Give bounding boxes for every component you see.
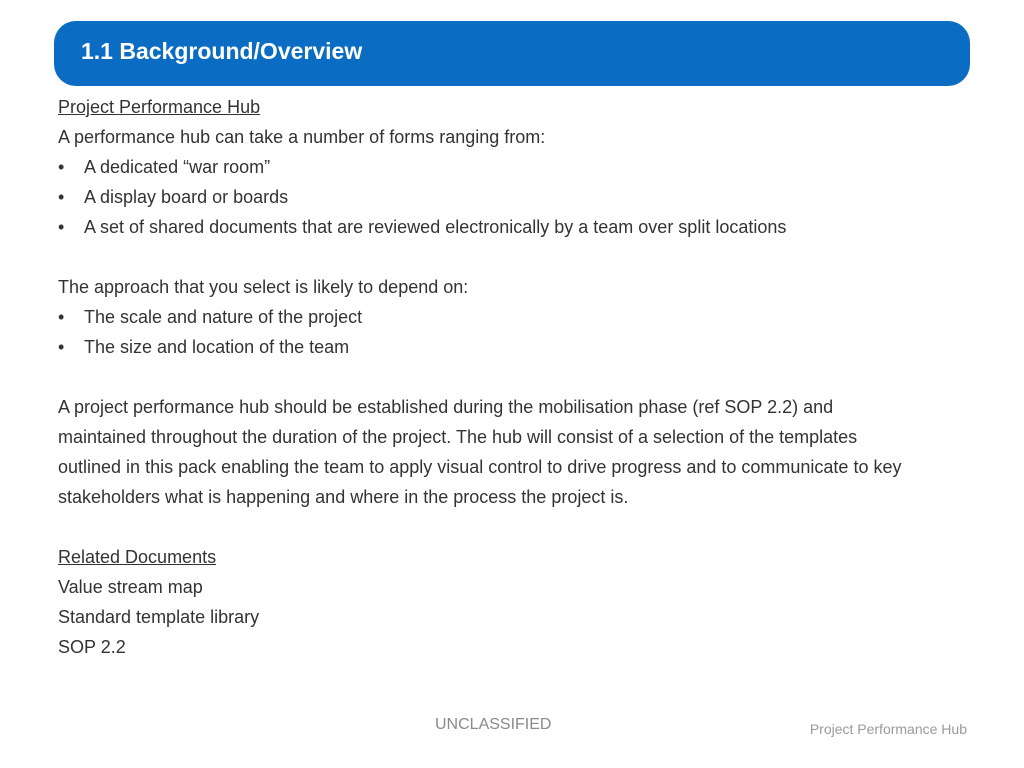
bullet-icon: •: [58, 157, 65, 177]
footer-document-name: Project Performance Hub: [809, 721, 967, 737]
page-title: 1.1 Background/Overview: [81, 38, 363, 64]
list-item: [58, 332, 1008, 362]
related-doc-item: Standard template library: [58, 607, 260, 627]
approach-intro: The approach that you select is likely to depend on:: [58, 277, 469, 297]
bullet-icon: •: [58, 337, 65, 357]
main-content: [58, 92, 1008, 662]
classification-label: UNCLASSIFIED: [435, 716, 552, 733]
bullet-icon: •: [58, 187, 65, 207]
list-item-text: A display board or boards: [84, 187, 289, 207]
list-item-text: A set of shared documents that are reviewed electronically by a team over split locations: [84, 217, 787, 237]
section-heading-related-documents: Related Documents: [58, 547, 217, 567]
paragraph-line: stakeholders what is happening and where in the process the project is.: [58, 487, 629, 507]
bullet-icon: •: [58, 307, 65, 327]
list-item: [58, 152, 1008, 182]
title-bar: [54, 21, 970, 86]
list-item: [58, 212, 1008, 242]
section-intro: A performance hub can take a number of forms ranging from:: [58, 127, 546, 147]
list-item-text: The size and location of the team: [84, 337, 350, 357]
list-item-text: The scale and nature of the project: [84, 307, 363, 327]
spacer: [58, 242, 1008, 272]
list-item: [58, 302, 1008, 332]
list-item-text: A dedicated “war room”: [84, 157, 271, 177]
spacer: [58, 362, 1008, 392]
spacer: [58, 512, 1008, 542]
paragraph-line: outlined in this pack enabling the team to apply visual control to drive progress and to communicate to key: [58, 457, 902, 477]
paragraph-line: A project performance hub should be established during the mobilisation phase (ref SOP 2.2) and: [58, 397, 834, 417]
section-heading-performance-hub: Project Performance Hub: [58, 97, 261, 117]
list-item: [58, 182, 1008, 212]
paragraph-line: maintained throughout the duration of the project. The hub will consist of a selection of the templates: [58, 427, 858, 447]
bullet-icon: •: [58, 217, 65, 237]
related-doc-item: Value stream map: [58, 577, 203, 597]
related-doc-item: SOP 2.2: [58, 637, 126, 657]
